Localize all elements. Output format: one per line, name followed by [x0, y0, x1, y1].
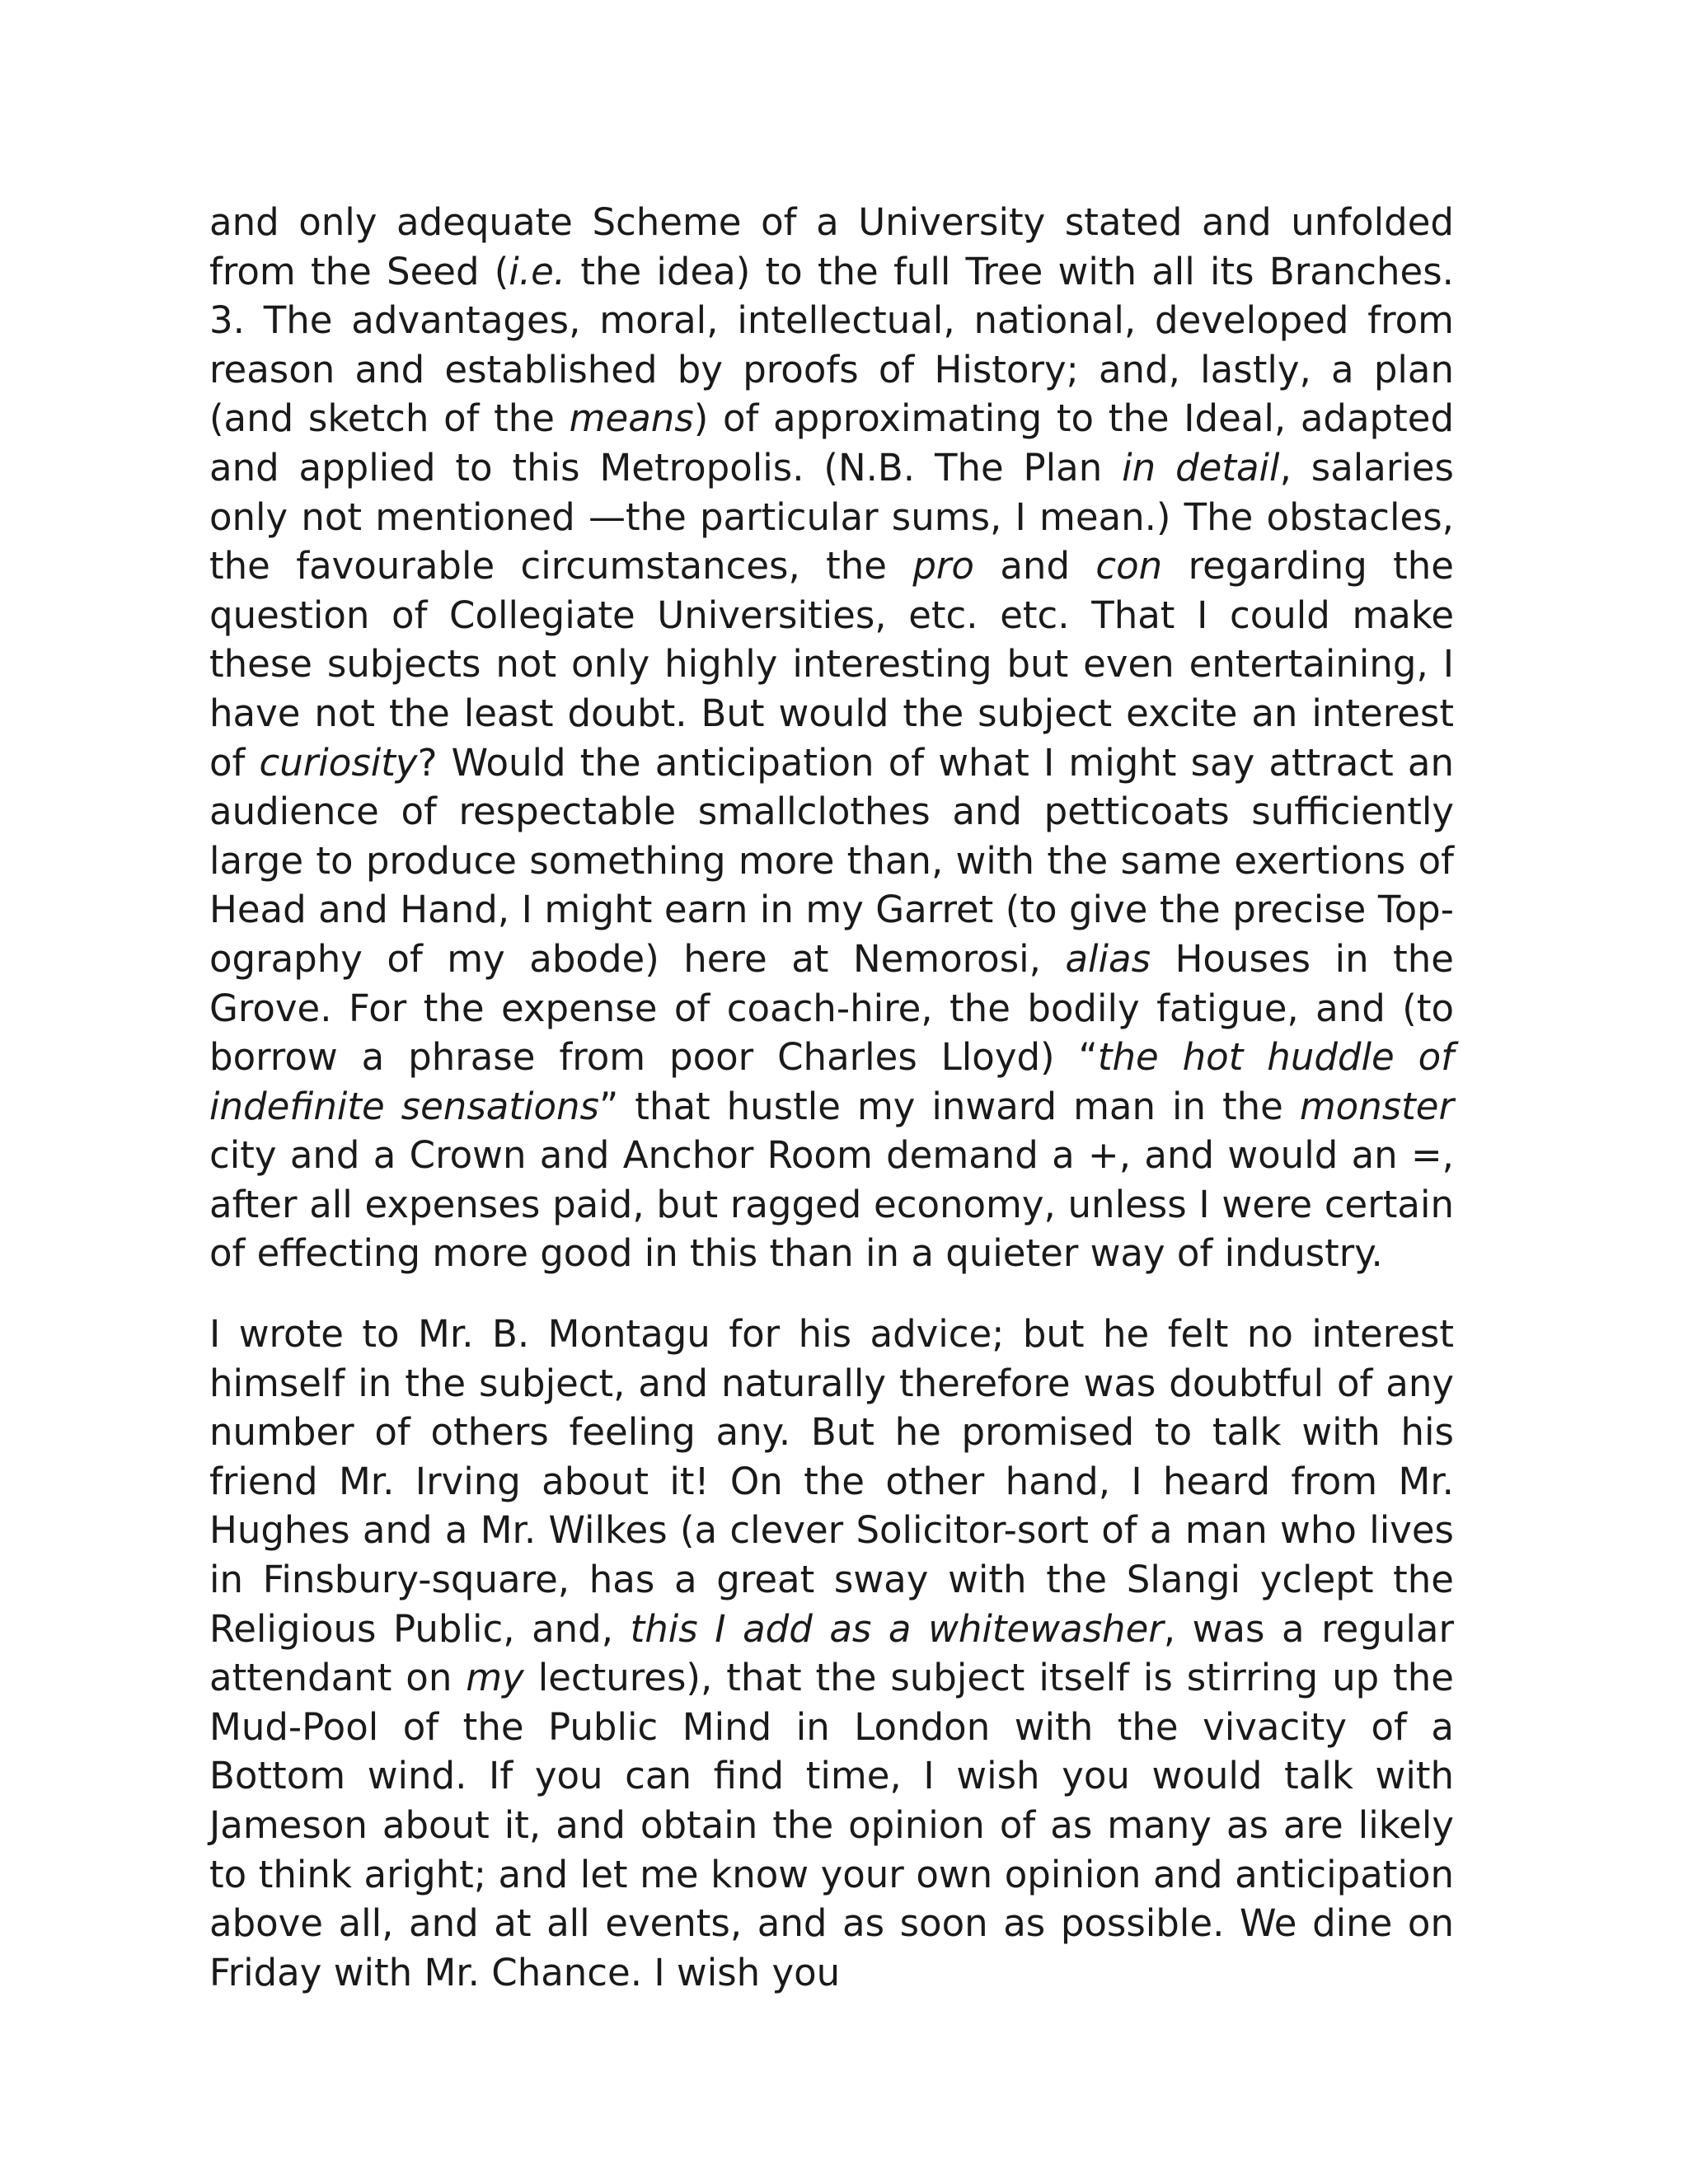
- body-text: , salaries only not mentioned —the particular sums, I mean.) The obstacles, the favourable circumstances, the: [209, 445, 1454, 588]
- italic-text: i.e.: [509, 249, 566, 293]
- italic-text: con: [1095, 544, 1163, 588]
- document-page: [209, 198, 1454, 1997]
- italic-text: my: [466, 1656, 524, 1700]
- italic-text: curiosity: [259, 740, 418, 785]
- body-text: I wrote to Mr. B. Montagu for his advice; but he felt no interest himself in the subject, and naturally therefore was doubtful of any number of others feeling any. But he promised to talk with his friend Mr. Irving about it! On the other hand, I heard from Mr. Hughes and a Mr. Wilkes (a clever Solicitor-sort of a man who lives in Finsbury-square, has a great sway with the Slangi yclept the Religious Public, and,: [209, 1312, 1454, 1651]
- italic-text: monster: [1299, 1084, 1454, 1128]
- italic-text: this I add as a whitewasher: [630, 1606, 1164, 1651]
- italic-text: means: [569, 396, 694, 441]
- body-text: ” that hustle my inward man in the: [599, 1084, 1300, 1128]
- italic-text: in detail: [1122, 445, 1280, 490]
- body-text: Houses in the Grove. For the expense of coach-hire, the bodily fatigue, and (to borrow a phrase from poor Charles Lloyd) “: [209, 936, 1454, 1080]
- body-text: lectures), that the subject itself is stirring up the Mud-Pool of the Public Mind in London with the vivacity of a Bottom wind. If you can find time, I wish you would talk with Jameson about it, and obtain the opinion of as many as are likely to think aright; and let me know your own opinion and anticipation above all, and at all events, and as soon as possible. We dine on Friday with Mr. Chance. I wish you: [209, 1656, 1454, 1994]
- body-text: ? Would the anticipation of what I might say attract an audience of respectable smallclothes and petticoats sufficiently large to produce something more than, with the same exertions of Head and Hand, I might earn in my Garret (to give the precise Top-ography of my abode) here at Nemorosi,: [209, 740, 1454, 981]
- body-text: city and a Crown and Anchor Room demand a +, and would an =, after all expenses paid, but ragged economy, unless I were certain of effecting more good in this than in a quieter way of industry.: [209, 1133, 1454, 1276]
- paragraph: [209, 1310, 1454, 1997]
- italic-text: the hot huddle of indefinite sensations: [209, 1035, 1454, 1128]
- body-text: regarding the question of Collegiate Universities, etc. etc. That I could make these subjects not only highly interesting but even entertaining, I have not the least doubt. But would the subject excite an interest of: [209, 544, 1454, 785]
- body-text: and only adequate Scheme of a University stated and unfolded from the Seed (: [209, 200, 1454, 293]
- body-text: the idea) to the full Tree with all its Branches. 3. The advantages, moral, intellectual, national, developed from reason and established by proofs of History; and, lastly, a plan (and sketch of the: [209, 249, 1454, 441]
- italic-text: alias: [1065, 936, 1151, 981]
- body-text: and: [973, 544, 1096, 588]
- paragraph: [209, 198, 1454, 1278]
- body-text: , was a regular attendant on: [209, 1606, 1454, 1700]
- italic-text: pro: [912, 544, 974, 588]
- body-text: ) of approximating to the Ideal, adapted and applied to this Metropolis. (N.B. The Plan: [209, 396, 1455, 490]
